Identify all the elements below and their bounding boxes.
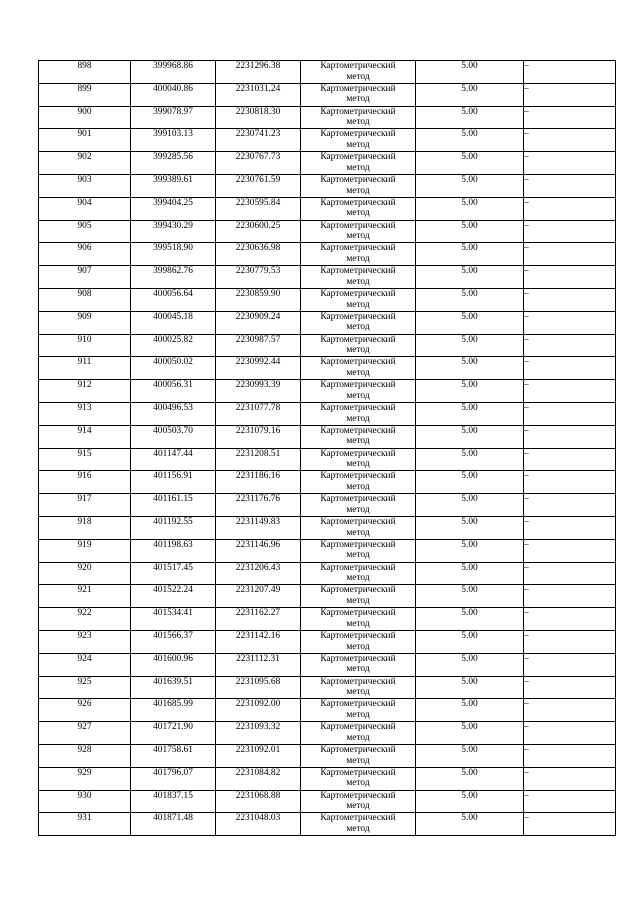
- table-row: [39, 585, 616, 608]
- table-row: [39, 357, 616, 380]
- method-cell: Картометрический метод: [301, 288, 416, 311]
- precision-cell: 5.00: [416, 722, 524, 745]
- method-cell: Картометрический метод: [301, 653, 416, 676]
- x-coordinate-cell: 400025.82: [131, 334, 216, 357]
- method-cell: Картометрический метод: [301, 106, 416, 129]
- method-cell: Картометрический метод: [301, 448, 416, 471]
- description-cell: –: [524, 767, 616, 790]
- x-coordinate-cell: 401871.48: [131, 813, 216, 836]
- precision-cell: 5.00: [416, 243, 524, 266]
- y-coordinate-cell: 2231095.68: [216, 676, 301, 699]
- precision-cell: 5.00: [416, 767, 524, 790]
- point-number-cell: 900: [39, 106, 131, 129]
- description-cell: –: [524, 174, 616, 197]
- y-coordinate-cell: 2230595.84: [216, 197, 301, 220]
- description-cell: –: [524, 744, 616, 767]
- precision-cell: 5.00: [416, 539, 524, 562]
- y-coordinate-cell: 2231176.76: [216, 494, 301, 517]
- table-row: [39, 516, 616, 539]
- y-coordinate-cell: 2230741.23: [216, 129, 301, 152]
- point-number-cell: 926: [39, 699, 131, 722]
- table-row: [39, 767, 616, 790]
- point-number-cell: 912: [39, 380, 131, 403]
- method-cell: Картометрический метод: [301, 585, 416, 608]
- y-coordinate-cell: 2231112.31: [216, 653, 301, 676]
- precision-cell: 5.00: [416, 425, 524, 448]
- table-row: [39, 608, 616, 631]
- point-number-cell: 922: [39, 608, 131, 631]
- description-cell: –: [524, 243, 616, 266]
- y-coordinate-cell: 2230767.73: [216, 152, 301, 175]
- point-number-cell: 911: [39, 357, 131, 380]
- point-number-cell: 909: [39, 311, 131, 334]
- y-coordinate-cell: 2231068.88: [216, 790, 301, 813]
- precision-cell: 5.00: [416, 83, 524, 106]
- description-cell: –: [524, 61, 616, 84]
- x-coordinate-cell: 399430.29: [131, 220, 216, 243]
- y-coordinate-cell: 2231206.43: [216, 562, 301, 585]
- method-cell: Картометрический метод: [301, 311, 416, 334]
- x-coordinate-cell: 401600.96: [131, 653, 216, 676]
- x-coordinate-cell: 399103.13: [131, 129, 216, 152]
- table-row: [39, 813, 616, 836]
- point-number-cell: 913: [39, 402, 131, 425]
- point-number-cell: 923: [39, 630, 131, 653]
- point-number-cell: 908: [39, 288, 131, 311]
- x-coordinate-cell: 400045.18: [131, 311, 216, 334]
- point-number-cell: 903: [39, 174, 131, 197]
- x-coordinate-cell: 401192.55: [131, 516, 216, 539]
- table-row: [39, 83, 616, 106]
- x-coordinate-cell: 401685.99: [131, 699, 216, 722]
- description-cell: –: [524, 562, 616, 585]
- table-row: [39, 288, 616, 311]
- precision-cell: 5.00: [416, 608, 524, 631]
- x-coordinate-cell: 401161.15: [131, 494, 216, 517]
- x-coordinate-cell: 399518.90: [131, 243, 216, 266]
- method-cell: Картометрический метод: [301, 767, 416, 790]
- table-row: [39, 744, 616, 767]
- x-coordinate-cell: 400503.70: [131, 425, 216, 448]
- description-cell: –: [524, 630, 616, 653]
- x-coordinate-cell: 401517.45: [131, 562, 216, 585]
- method-cell: Картометрический метод: [301, 494, 416, 517]
- method-cell: Картометрический метод: [301, 220, 416, 243]
- x-coordinate-cell: 401758.61: [131, 744, 216, 767]
- precision-cell: 5.00: [416, 402, 524, 425]
- table-row: [39, 539, 616, 562]
- description-cell: –: [524, 266, 616, 289]
- precision-cell: 5.00: [416, 699, 524, 722]
- y-coordinate-cell: 2231208.51: [216, 448, 301, 471]
- precision-cell: 5.00: [416, 630, 524, 653]
- point-number-cell: 928: [39, 744, 131, 767]
- description-cell: –: [524, 676, 616, 699]
- y-coordinate-cell: 2231031.24: [216, 83, 301, 106]
- y-coordinate-cell: 2231048.03: [216, 813, 301, 836]
- table-row: [39, 152, 616, 175]
- y-coordinate-cell: 2230761.59: [216, 174, 301, 197]
- x-coordinate-cell: 400496.53: [131, 402, 216, 425]
- x-coordinate-cell: 400056.31: [131, 380, 216, 403]
- precision-cell: 5.00: [416, 380, 524, 403]
- table-row: [39, 106, 616, 129]
- description-cell: –: [524, 380, 616, 403]
- method-cell: Картометрический метод: [301, 722, 416, 745]
- y-coordinate-cell: 2230600.25: [216, 220, 301, 243]
- method-cell: Картометрический метод: [301, 152, 416, 175]
- method-cell: Картометрический метод: [301, 357, 416, 380]
- description-cell: –: [524, 516, 616, 539]
- x-coordinate-cell: 399285.56: [131, 152, 216, 175]
- table-row: [39, 722, 616, 745]
- description-cell: –: [524, 608, 616, 631]
- x-coordinate-cell: 400050.02: [131, 357, 216, 380]
- table-row: [39, 562, 616, 585]
- description-cell: –: [524, 585, 616, 608]
- point-number-cell: 899: [39, 83, 131, 106]
- point-number-cell: 901: [39, 129, 131, 152]
- table-row: [39, 425, 616, 448]
- method-cell: Картометрический метод: [301, 539, 416, 562]
- coordinates-table-body: [39, 61, 616, 836]
- y-coordinate-cell: 2231077.78: [216, 402, 301, 425]
- y-coordinate-cell: 2230779.53: [216, 266, 301, 289]
- description-cell: –: [524, 722, 616, 745]
- description-cell: –: [524, 813, 616, 836]
- description-cell: –: [524, 790, 616, 813]
- y-coordinate-cell: 2231149.83: [216, 516, 301, 539]
- precision-cell: 5.00: [416, 494, 524, 517]
- description-cell: –: [524, 106, 616, 129]
- x-coordinate-cell: 399078.97: [131, 106, 216, 129]
- y-coordinate-cell: 2230909.24: [216, 311, 301, 334]
- coordinates-table: [38, 60, 616, 836]
- method-cell: Картометрический метод: [301, 266, 416, 289]
- method-cell: Картометрический метод: [301, 61, 416, 84]
- point-number-cell: 920: [39, 562, 131, 585]
- description-cell: –: [524, 220, 616, 243]
- precision-cell: 5.00: [416, 152, 524, 175]
- y-coordinate-cell: 2231092.00: [216, 699, 301, 722]
- precision-cell: 5.00: [416, 61, 524, 84]
- method-cell: Картометрический метод: [301, 174, 416, 197]
- point-number-cell: 924: [39, 653, 131, 676]
- y-coordinate-cell: 2231142.16: [216, 630, 301, 653]
- method-cell: Картометрический метод: [301, 425, 416, 448]
- precision-cell: 5.00: [416, 471, 524, 494]
- method-cell: Картометрический метод: [301, 562, 416, 585]
- x-coordinate-cell: 401796.07: [131, 767, 216, 790]
- description-cell: –: [524, 653, 616, 676]
- method-cell: Картометрический метод: [301, 402, 416, 425]
- x-coordinate-cell: 401837.15: [131, 790, 216, 813]
- point-number-cell: 921: [39, 585, 131, 608]
- description-cell: –: [524, 311, 616, 334]
- x-coordinate-cell: 399389.61: [131, 174, 216, 197]
- table-row: [39, 220, 616, 243]
- table-row: [39, 653, 616, 676]
- point-number-cell: 919: [39, 539, 131, 562]
- y-coordinate-cell: 2230636.98: [216, 243, 301, 266]
- precision-cell: 5.00: [416, 653, 524, 676]
- description-cell: –: [524, 448, 616, 471]
- y-coordinate-cell: 2230993.39: [216, 380, 301, 403]
- table-row: [39, 494, 616, 517]
- description-cell: –: [524, 129, 616, 152]
- precision-cell: 5.00: [416, 266, 524, 289]
- y-coordinate-cell: 2231162.27: [216, 608, 301, 631]
- method-cell: Картометрический метод: [301, 630, 416, 653]
- y-coordinate-cell: 2230987.57: [216, 334, 301, 357]
- description-cell: –: [524, 402, 616, 425]
- point-number-cell: 916: [39, 471, 131, 494]
- x-coordinate-cell: 399862.76: [131, 266, 216, 289]
- method-cell: Картометрический метод: [301, 197, 416, 220]
- method-cell: Картометрический метод: [301, 813, 416, 836]
- precision-cell: 5.00: [416, 288, 524, 311]
- x-coordinate-cell: 401534.41: [131, 608, 216, 631]
- x-coordinate-cell: 400040.86: [131, 83, 216, 106]
- description-cell: –: [524, 83, 616, 106]
- table-row: [39, 699, 616, 722]
- y-coordinate-cell: 2230818.30: [216, 106, 301, 129]
- point-number-cell: 898: [39, 61, 131, 84]
- precision-cell: 5.00: [416, 174, 524, 197]
- precision-cell: 5.00: [416, 744, 524, 767]
- description-cell: –: [524, 425, 616, 448]
- description-cell: –: [524, 494, 616, 517]
- method-cell: Картометрический метод: [301, 83, 416, 106]
- x-coordinate-cell: 401156.91: [131, 471, 216, 494]
- method-cell: Картометрический метод: [301, 744, 416, 767]
- table-row: [39, 129, 616, 152]
- method-cell: Картометрический метод: [301, 608, 416, 631]
- precision-cell: 5.00: [416, 129, 524, 152]
- description-cell: –: [524, 152, 616, 175]
- method-cell: Картометрический метод: [301, 699, 416, 722]
- precision-cell: 5.00: [416, 790, 524, 813]
- point-number-cell: 925: [39, 676, 131, 699]
- y-coordinate-cell: 2230859.90: [216, 288, 301, 311]
- x-coordinate-cell: 401147.44: [131, 448, 216, 471]
- x-coordinate-cell: 401639.51: [131, 676, 216, 699]
- table-row: [39, 380, 616, 403]
- point-number-cell: 918: [39, 516, 131, 539]
- point-number-cell: 929: [39, 767, 131, 790]
- point-number-cell: 931: [39, 813, 131, 836]
- point-number-cell: 904: [39, 197, 131, 220]
- precision-cell: 5.00: [416, 448, 524, 471]
- point-number-cell: 910: [39, 334, 131, 357]
- table-row: [39, 630, 616, 653]
- y-coordinate-cell: 2231079.16: [216, 425, 301, 448]
- x-coordinate-cell: 401721.90: [131, 722, 216, 745]
- method-cell: Картометрический метод: [301, 471, 416, 494]
- precision-cell: 5.00: [416, 197, 524, 220]
- y-coordinate-cell: 2231146.96: [216, 539, 301, 562]
- point-number-cell: 905: [39, 220, 131, 243]
- method-cell: Картометрический метод: [301, 676, 416, 699]
- description-cell: –: [524, 288, 616, 311]
- method-cell: Картометрический метод: [301, 380, 416, 403]
- x-coordinate-cell: 399968.86: [131, 61, 216, 84]
- y-coordinate-cell: 2231084.82: [216, 767, 301, 790]
- point-number-cell: 915: [39, 448, 131, 471]
- table-row: [39, 311, 616, 334]
- table-row: [39, 174, 616, 197]
- description-cell: –: [524, 699, 616, 722]
- method-cell: Картометрический метод: [301, 129, 416, 152]
- point-number-cell: 917: [39, 494, 131, 517]
- point-number-cell: 902: [39, 152, 131, 175]
- x-coordinate-cell: 399404.25: [131, 197, 216, 220]
- y-coordinate-cell: 2231207.49: [216, 585, 301, 608]
- table-row: [39, 243, 616, 266]
- table-row: [39, 676, 616, 699]
- method-cell: Картометрический метод: [301, 243, 416, 266]
- method-cell: Картометрический метод: [301, 334, 416, 357]
- precision-cell: 5.00: [416, 516, 524, 539]
- precision-cell: 5.00: [416, 334, 524, 357]
- description-cell: –: [524, 471, 616, 494]
- table-row: [39, 334, 616, 357]
- precision-cell: 5.00: [416, 813, 524, 836]
- precision-cell: 5.00: [416, 562, 524, 585]
- precision-cell: 5.00: [416, 585, 524, 608]
- precision-cell: 5.00: [416, 220, 524, 243]
- point-number-cell: 914: [39, 425, 131, 448]
- precision-cell: 5.00: [416, 676, 524, 699]
- precision-cell: 5.00: [416, 106, 524, 129]
- y-coordinate-cell: 2231092.01: [216, 744, 301, 767]
- x-coordinate-cell: 400056.64: [131, 288, 216, 311]
- point-number-cell: 907: [39, 266, 131, 289]
- table-row: [39, 448, 616, 471]
- table-row: [39, 471, 616, 494]
- method-cell: Картометрический метод: [301, 516, 416, 539]
- y-coordinate-cell: 2230992.44: [216, 357, 301, 380]
- precision-cell: 5.00: [416, 357, 524, 380]
- method-cell: Картометрический метод: [301, 790, 416, 813]
- y-coordinate-cell: 2231093.32: [216, 722, 301, 745]
- description-cell: –: [524, 539, 616, 562]
- table-row: [39, 790, 616, 813]
- point-number-cell: 927: [39, 722, 131, 745]
- x-coordinate-cell: 401522.24: [131, 585, 216, 608]
- point-number-cell: 906: [39, 243, 131, 266]
- x-coordinate-cell: 401198.63: [131, 539, 216, 562]
- description-cell: –: [524, 334, 616, 357]
- table-row: [39, 197, 616, 220]
- description-cell: –: [524, 357, 616, 380]
- x-coordinate-cell: 401566.37: [131, 630, 216, 653]
- precision-cell: 5.00: [416, 311, 524, 334]
- y-coordinate-cell: 2231296.38: [216, 61, 301, 84]
- y-coordinate-cell: 2231186.16: [216, 471, 301, 494]
- description-cell: –: [524, 197, 616, 220]
- table-row: [39, 402, 616, 425]
- table-row: [39, 266, 616, 289]
- point-number-cell: 930: [39, 790, 131, 813]
- table-row: [39, 61, 616, 84]
